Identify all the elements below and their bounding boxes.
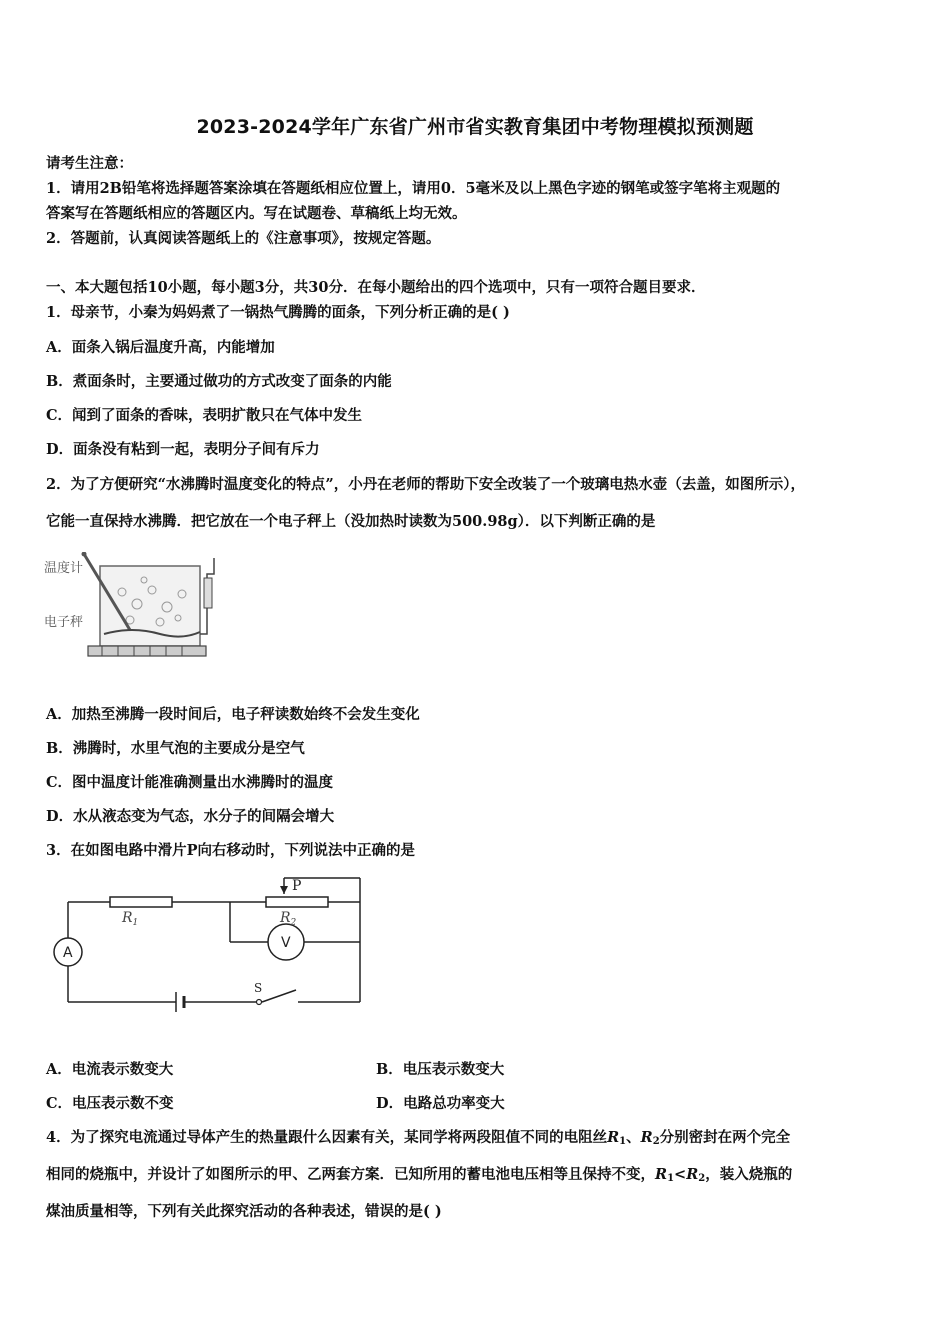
q4-line-3: 煤油质量相等，下列有关此探究活动的各种表述，错误的是( ) [46,1203,442,1220]
q3-option-a: A．电流表示数变大 [46,1061,174,1078]
r1-label: $R_1$ [122,910,139,928]
q2-option-d: D．水从液态变为气态，水分子的间隔会增大 [46,808,335,825]
q2-option-b: B．沸腾时，水里气泡的主要成分是空气 [46,740,305,757]
resistor-r2 [266,897,328,907]
q3-stem: 3．在如图电路中滑片P向右移动时，下列说法中正确的是 [46,842,415,859]
q4-line-1: 4．为了探究电流通过导体产生的热量跟什么因素有关，某同学将两段阻值不同的电阻丝R1、R2分别密封在两个完全 [46,1129,791,1147]
notice-heading: 请考生注意： [46,155,133,172]
r2-label: $R_2$ [280,910,297,928]
kettle-figure [42,552,222,668]
switch-label: S [254,981,263,995]
q2-option-c: C．图中温度计能准确测量出水沸腾时的温度 [46,774,334,791]
q3-option-c: C．电压表示数不变 [46,1095,174,1112]
q2-option-a: A．加热至沸腾一段时间后，电子秤读数始终不会发生变化 [46,706,420,723]
notice-item-1b: 答案写在答题纸相应的答题区内。写在试题卷、草稿纸上均无效。 [46,205,467,222]
q1-option-d: D．面条没有粘到一起，表明分子间有斥力 [46,441,320,458]
slider-label: P [292,878,302,894]
ammeter-label: A [63,945,73,961]
q2-stem-a: 2．为了方便研究“水沸腾时温度变化的特点”，小丹在老师的帮助下安全改装了一个玻璃电热水壶（去盖，如图所示）， [46,476,806,493]
q1-option-c: C．闻到了面条的香味，表明扩散只在气体中发生 [46,407,363,424]
page-title: 2023-2024学年广东省广州市省实教育集团中考物理模拟预测题 [196,116,754,138]
q1-stem: 1．母亲节，小秦为妈妈煮了一锅热气腾腾的面条，下列分析正确的是( ) [46,304,510,321]
electronic-scale [88,646,206,656]
switch-pivot [257,1000,262,1005]
resistor-r1 [110,897,172,907]
notice-item-1a: 1．请用2B铅笔将选择题答案涂填在答题纸相应位置上，请用0．5毫米及以上黑色字迹的钢笔或签字笔将主观题的 [46,180,781,197]
q2-stem-b: 它能一直保持水沸腾．把它放在一个电子秤上（没加热时读数为500.98g）．以下判断正确的是 [46,513,656,530]
q3-option-d: D．电路总功率变大 [376,1095,505,1112]
circuit-figure [40,872,370,1012]
q4-line-2: 相同的烧瓶中，并设计了如图所示的甲、乙两套方案．已知所用的蓄电池电压相等且保持不变，R1<R2，装入烧瓶的 [46,1166,793,1184]
q1-option-a: A．面条入锅后温度升高，内能增加 [46,339,275,356]
notice-item-2: 2．答题前，认真阅读答题纸上的《注意事项》，按规定答题。 [46,230,441,247]
q1-option-b: B．煮面条时，主要通过做功的方式改变了面条的内能 [46,373,392,390]
voltmeter-label: V [281,935,291,951]
thermometer-label: 温度计 [44,561,84,576]
section-heading: 一、本大题包括10小题，每小题3分，共30分．在每小题给出的四个选项中，只有一项符合题目要求． [46,279,706,296]
scale-label: 电子秤 [44,615,84,630]
q3-option-b: B．电压表示数变大 [376,1061,505,1078]
